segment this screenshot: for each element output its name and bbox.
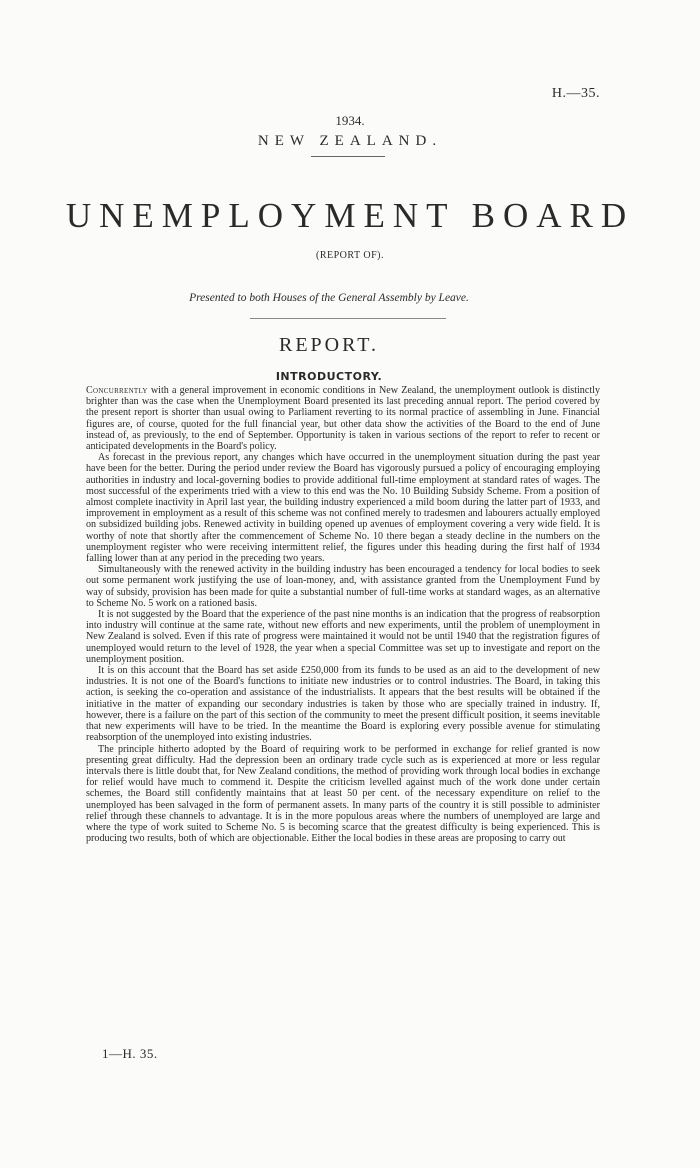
paragraph: Simultaneously with the renewed activity in the building industry has been encouraged a tendency for local bodies to seek out some permanent work justifying the use of loan-money, and, with assistance granted from the Unemployment Fund by way of subsidy, provision has been made for quite a substantial number of full-time works at standard wages, as an alternative to Scheme No. 5 work on a rationed basis.: [86, 564, 600, 609]
divider-short: [311, 156, 385, 157]
report-heading: REPORT.: [279, 334, 379, 356]
paragraph: It is on this account that the Board has set aside £250,000 from its funds to be used as an aid to the development of new industries. It is not one of the Board's functions to initiate new industries or to control industries. The Board, in taking this action, is seeking the co-operation and assistance of the industrialists. It appears that the best results will be obtained if the initiative in the matter of expanding our secondary industries is taken by those who are specially trained in industry. If, however, there is a failure on the part of this section of the community to meet the present difficult position, it seems inevitable that new experiments will have to be tried. In the meantime the Board is exploring every possible avenue for stimulating reabsorption of the unemployed into existing industries.: [86, 665, 600, 744]
page-signature: 1—H. 35.: [102, 1046, 158, 1061]
report-body: [86, 385, 600, 844]
report-year: 1934.: [335, 113, 365, 128]
lead-word: Concurrently: [86, 385, 148, 396]
page-reference: H.—35.: [551, 86, 600, 101]
section-heading: INTRODUCTORY.: [275, 370, 383, 383]
paragraph-text: with a general improvement in economic conditions in New Zealand, the unemployment outlook is distinctly brighter than was the case when the Unemployment Board presented its last preceding annual report. The period covered by the present report is shorter than usual owing to Parliament reverting to its normal practice of assembling in June. Financial figures are, of course, quoted for the full financial year, but other data show the activities of the Board to the end of June instead of, as previously, to the end of September. Opportunity is taken in various sections of the report to refer to recent or anticipated developments in the Board's policy.: [86, 385, 600, 453]
presentation-note: Presented to both Houses of the General Assembly by Leave.: [189, 292, 469, 304]
paragraph: [86, 385, 600, 452]
country-heading: NEW ZEALAND.: [257, 133, 443, 149]
paragraph: The principle hitherto adopted by the Board of requiring work to be performed in exchange for relief granted is now presenting great difficulty. Had the depression been an ordinary trade cycle such as is experienced at more or less regular intervals there is little doubt that, for New Zealand conditions, the method of providing work through local bodies in exchange for relief would have much to commend it. Despite the criticism levelled against much of the work done under certain schemes, the Board still confidently maintains that at least 50 per cent. of the necessary expenditure on relief to the unemployed has been salvaged in the form of permanent assets. In many parts of the country it is still possible to administer relief through these channels to advantage. It is in the more populous areas where the numbers of unemployed are large and where the type of work suited to Scheme No. 5 is becoming scarce that the greatest difficulty is being experienced. This is producing two results, both of which are objectionable. Either the local bodies in these areas are proposing to carry out: [86, 743, 600, 845]
paragraph: As forecast in the previous report, any changes which have occurred in the unemployment situation during the past year have been for the better. During the period under review the Board has vigorously pursued a policy of encouraging employing authorities in industry and local-governing bodies to provide additional full-time employment at standard rates of wages. The most successful of the experiments tried with a view to this end was the No. 10 Building Subsidy Scheme. From a position of almost complete inactivity in April last year, the building industry experienced a mild boom during the latter part of 1933, and improvement in employment as a result of this scheme was not confined merely to tradesmen and labourers actually employed on subsidized building jobs. Renewed activity in building opened up avenues of employment covering a very wide field. It is worthy of note that shortly after the commencement of Scheme No. 10 there began a steady decline in the numbers on the unemployment register who were receiving intermittent relief, the figures under this heading during the first half of 1934 falling lower than at any period in the preceding two years.: [86, 452, 600, 565]
paragraph: It is not suggested by the Board that the experience of the past nine months is an indication that the progress of reabsorption into industry will continue at the same rate, without new efforts and new experiments, until the problem of unemployment in New Zealand is solved. Even if this rate of progress were maintained it would not be until 1940 that the registration figures of unemployed would return to the level of 1928, the year when a special Committee was set up to investigate and report on the unemployment position.: [86, 609, 600, 665]
divider-long: [250, 318, 446, 319]
document-title: UNEMPLOYMENT BOARD: [65, 196, 635, 235]
document-subtitle: (REPORT OF).: [315, 250, 384, 261]
